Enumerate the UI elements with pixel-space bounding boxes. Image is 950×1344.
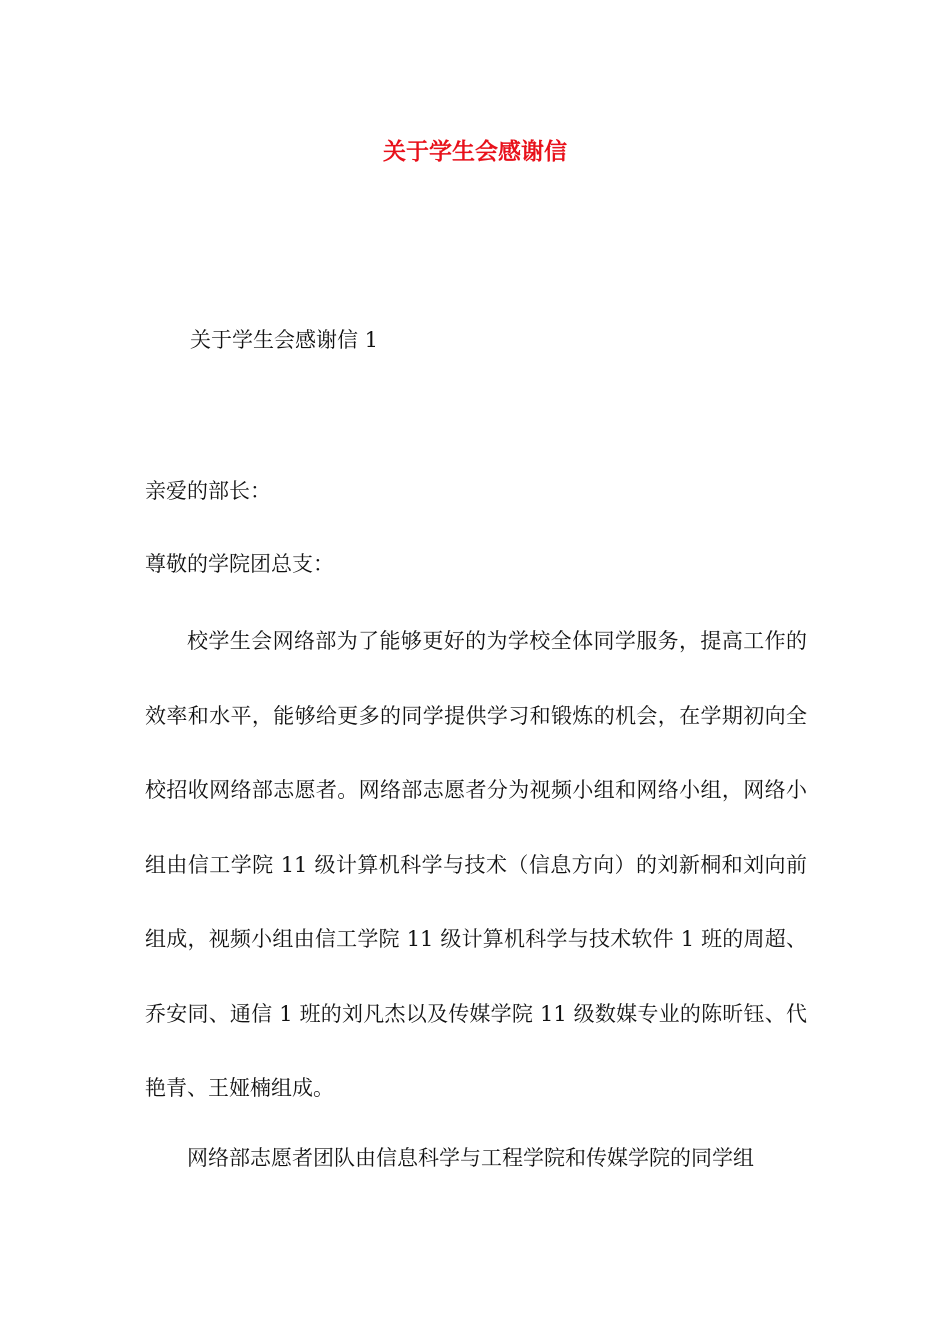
document-title: 关于学生会感谢信 (383, 139, 567, 165)
salutation-minister: 亲爱的部长： (145, 479, 271, 503)
salutation-college-committee: 尊敬的学院团总支： (145, 552, 334, 576)
body-paragraph: 网络部志愿者团队由信息科学与工程学院和传媒学院的同学组 (187, 1146, 754, 1170)
body-paragraph: 校学生会网络部为了能够更好的为学校全体同学服务，提高工作的效率和水平，能够给更多的同学提供学习和锻炼的机会，在学期初向全校招收网络部志愿者。网络部志愿者分为视频小组和网络小组，网络小组由信工学院 11 级计算机科学与技术（信息方向）的刘新桐和刘向前组成，视频小组由信工学院 11 级计算机科学与技术软件 1 班的周超、乔安同、通信 1 班的刘凡杰以及传媒学院 11 级数媒专业的陈昕钰、代艳青、王娅楠组成。 (145, 629, 807, 1100)
letter-subtitle: 关于学生会感谢信 1 (190, 328, 379, 352)
